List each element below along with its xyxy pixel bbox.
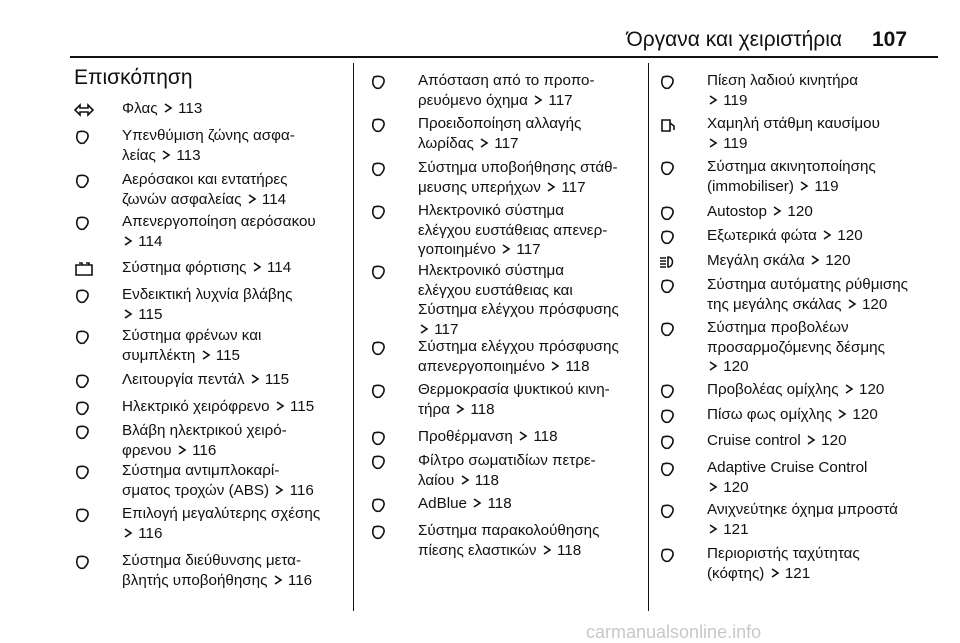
entry-line: ελέγχου ευστάθειας απενερ- [418, 221, 608, 239]
index-entry [74, 551, 349, 590]
entry-line: Ηλεκτρικό χειρόφρενο [122, 398, 270, 415]
autostop-icon [659, 205, 691, 221]
distance-warning-icon [370, 74, 402, 90]
tyre-pressure-icon [370, 524, 402, 540]
index-entry [370, 71, 645, 110]
entry-text [122, 99, 349, 119]
entry-line: ρευόμενο όχημα [418, 91, 528, 109]
entry-text [418, 201, 645, 260]
entry-line: (κόφτης) [707, 564, 765, 582]
index-entry [370, 494, 645, 514]
engine-check-icon [74, 288, 106, 304]
index-entry [370, 158, 645, 197]
index-entry [659, 431, 949, 451]
page-reference[interactable]: 120 [861, 295, 888, 313]
entry-line: Ανιχνεύτηκε όχημα μπροστά [707, 501, 898, 518]
entry-text [418, 71, 645, 110]
page-reference[interactable]: 117 [561, 178, 586, 196]
entry-line: AdBlue [418, 495, 467, 512]
page-reference-arrow-icon [844, 384, 854, 394]
page-reference[interactable]: 114 [261, 190, 287, 208]
page-reference[interactable]: 116 [138, 524, 163, 542]
page-reference[interactable]: 120 [837, 227, 863, 244]
entry-line: πίεσης ελαστικών [418, 541, 537, 559]
index-entry [659, 380, 949, 400]
entry-text [707, 458, 949, 497]
particle-filter-icon [370, 454, 402, 470]
page-reference-arrow-icon [533, 95, 543, 105]
entry-text [122, 126, 349, 165]
entry-line: Σύστημα ελέγχου πρόσφυσης [418, 338, 619, 355]
entry-text [122, 504, 349, 543]
page-reference-arrow-icon [708, 482, 718, 492]
page-reference-arrow-icon [501, 244, 511, 254]
entry-line: Adaptive Cruise Control [707, 459, 868, 476]
entry-line: Ηλεκτρονικό σύστημα [418, 202, 565, 219]
page-reference-arrow-icon [810, 255, 820, 265]
entry-text [418, 380, 645, 419]
front-fog-icon [659, 383, 691, 399]
entry-line: Πίσω φως ομίχλης [707, 406, 832, 423]
index-entry [74, 170, 349, 209]
entry-text [418, 114, 645, 153]
entry-text [707, 226, 949, 246]
entry-line: Υπενθύμιση ζώνης ασφα- [122, 127, 295, 144]
index-entry [370, 114, 645, 153]
page-reference[interactable]: 114 [266, 259, 292, 276]
entry-line: Προθέρμανση [418, 428, 513, 445]
page-reference[interactable]: 116 [287, 571, 313, 589]
entry-text [418, 261, 645, 339]
entry-text [418, 521, 645, 560]
page-reference[interactable]: 119 [723, 134, 748, 152]
page-reference-arrow-icon [123, 236, 133, 246]
speed-limiter-icon [659, 547, 691, 563]
index-entry [370, 521, 645, 560]
entry-line: Μεγάλη σκάλα [707, 252, 805, 269]
page-reference-arrow-icon [455, 404, 465, 414]
index-entry [659, 114, 949, 153]
page-reference[interactable]: 119 [723, 91, 748, 109]
index-entry [74, 461, 349, 500]
page-reference-arrow-icon [472, 498, 482, 508]
index-entry [370, 337, 645, 376]
page-reference-arrow-icon [708, 361, 718, 371]
page-reference-arrow-icon [275, 401, 285, 411]
cruise-control-icon [659, 434, 691, 450]
upshift-icon [74, 507, 106, 523]
entry-line: γοποιημένο [418, 241, 496, 259]
low-fuel-icon [659, 117, 691, 133]
page-reference[interactable]: 120 [821, 432, 847, 449]
index-entry [659, 71, 949, 110]
entry-text [707, 405, 949, 425]
esc-icon [370, 264, 402, 280]
page-reference-arrow-icon [770, 568, 780, 578]
page-reference-arrow-icon [201, 350, 211, 360]
page-reference[interactable]: 115 [264, 371, 290, 388]
entry-line: Πίεση λαδιού κινητήρα [707, 72, 858, 89]
page-reference[interactable]: 120 [825, 252, 851, 269]
entry-line: Σύστημα παρακολούθησης [418, 522, 600, 539]
page-reference[interactable]: 120 [723, 358, 749, 376]
page-reference[interactable]: 118 [487, 495, 512, 512]
entry-line: σματος τροχών (ABS) [122, 481, 270, 499]
entry-text [122, 370, 349, 390]
page-reference[interactable]: 114 [138, 232, 163, 250]
lane-departure-icon [370, 117, 402, 133]
page-reference[interactable]: 118 [470, 400, 495, 418]
page-reference-arrow-icon [419, 324, 429, 334]
index-entry [370, 261, 645, 339]
index-entry [659, 226, 949, 246]
page-reference[interactable]: 113 [178, 100, 203, 117]
page-reference[interactable]: 120 [723, 478, 749, 496]
entry-line: Χαμηλή στάθμη καυσίμου [707, 115, 880, 132]
adblue-icon [370, 497, 402, 513]
page-reference-arrow-icon [822, 230, 832, 240]
entry-text [707, 318, 949, 377]
entry-line: Σύστημα φόρτισης [122, 259, 247, 276]
entry-line: Cruise control [707, 432, 801, 449]
section-title: Επισκόπηση [74, 66, 193, 89]
page-reference[interactable]: 116 [192, 441, 217, 459]
entry-line: φρενου [122, 441, 172, 459]
entry-text [418, 494, 645, 514]
entry-line: τήρα [418, 400, 450, 418]
entry-text [122, 326, 349, 365]
page-reference-arrow-icon [837, 409, 847, 419]
index-entry [370, 380, 645, 419]
abs-icon [74, 464, 106, 480]
entry-text [122, 258, 349, 278]
page-reference-arrow-icon [460, 475, 470, 485]
entry-text [122, 212, 349, 251]
index-entry [74, 370, 349, 390]
entry-text [707, 500, 949, 539]
immobiliser-icon [659, 160, 691, 176]
index-entry [74, 421, 349, 460]
page-reference-arrow-icon [161, 150, 171, 160]
entry-line: Απόσταση από το προπο- [418, 72, 595, 89]
entry-line: Περιοριστής ταχύτητας [707, 545, 860, 562]
entry-line: Σύστημα αντιμπλοκαρί- [122, 462, 280, 479]
entry-text [707, 71, 949, 110]
page-reference-arrow-icon [163, 103, 173, 113]
header-rule [70, 56, 938, 58]
entry-line: Προειδοποίηση αλλαγής [418, 115, 582, 132]
index-entry [74, 212, 349, 251]
traction-control-off-icon [370, 340, 402, 356]
entry-line: Σύστημα διεύθυνσης μετα- [122, 552, 302, 569]
page-reference[interactable]: 118 [556, 541, 582, 559]
page-reference[interactable]: 113 [176, 146, 201, 164]
entry-line: Σύστημα ελέγχου πρόσφυσης [418, 301, 619, 319]
page-reference-arrow-icon [708, 138, 718, 148]
entry-line: Φίλτρο σωματιδίων πετρε- [418, 452, 596, 469]
page-reference-arrow-icon [708, 95, 718, 105]
entry-text [707, 157, 949, 196]
index-entry [370, 451, 645, 490]
entry-line: Autostop [707, 203, 767, 220]
page-reference-arrow-icon [274, 485, 284, 495]
page-reference[interactable]: 120 [852, 406, 878, 423]
adaptive-headlight-icon [659, 321, 691, 337]
airbag-off-icon [74, 215, 106, 231]
preheating-icon [370, 430, 402, 446]
page-reference-arrow-icon [772, 206, 782, 216]
page-reference-arrow-icon [177, 445, 187, 455]
entry-line: απενεργοποιημένο [418, 357, 545, 375]
index-entry [74, 285, 349, 324]
entry-text [707, 431, 949, 451]
entry-text [418, 451, 645, 490]
column-divider-1 [353, 63, 354, 611]
entry-line: Σύστημα φρένων και [122, 327, 262, 344]
index-entry [659, 275, 949, 314]
page-reference[interactable]: 118 [533, 428, 558, 445]
entry-line: λωρίδας [418, 134, 474, 152]
page-reference[interactable]: 115 [215, 346, 240, 364]
entry-line: (immobiliser) [707, 177, 794, 195]
adaptive-cruise-icon [659, 461, 691, 477]
entry-line: Θερμοκρασία ψυκτικού κινη- [418, 381, 610, 398]
page-reference-arrow-icon [708, 524, 718, 534]
entry-text [707, 544, 949, 583]
entry-line: ζωνών ασφαλείας [122, 190, 242, 208]
turn-signal-icon [74, 102, 106, 118]
entry-text [122, 421, 349, 460]
index-entry [659, 202, 949, 222]
running-header-title: Όργανα και χειριστήρια [626, 28, 842, 51]
entry-text [707, 114, 949, 153]
page-reference-arrow-icon [847, 299, 857, 309]
page-reference[interactable]: 117 [494, 134, 519, 152]
esc-off-icon [370, 204, 402, 220]
entry-line: συμπλέκτη [122, 346, 196, 364]
page-reference[interactable]: 121 [723, 520, 749, 538]
page-reference[interactable]: 117 [516, 241, 541, 259]
page-reference-arrow-icon [542, 545, 552, 555]
page-reference[interactable]: 119 [814, 177, 839, 195]
index-entry [659, 500, 949, 539]
entry-line: Αερόσακοι και εντατήρες [122, 171, 288, 188]
entry-text [122, 285, 349, 324]
index-entry [74, 504, 349, 543]
entry-text [418, 158, 645, 197]
index-entry [659, 458, 949, 497]
entry-text [122, 170, 349, 209]
entry-line: Προβολέας ομίχλης [707, 381, 839, 398]
auto-high-beam-icon [659, 278, 691, 294]
page-reference-arrow-icon [550, 361, 560, 371]
entry-text [122, 461, 349, 500]
page-reference-arrow-icon [479, 138, 489, 148]
entry-line: Ηλεκτρονικό σύστημα [418, 262, 565, 279]
page-reference[interactable]: 116 [289, 481, 314, 499]
entry-text [122, 397, 349, 417]
battery-icon [74, 261, 106, 277]
entry-line: Λειτουργία πεντάλ [122, 371, 245, 388]
seatbelt-reminder-icon [74, 129, 106, 145]
exterior-lights-icon [659, 229, 691, 245]
index-entry [74, 99, 349, 119]
index-entry [74, 258, 349, 278]
airbag-icon [74, 173, 106, 189]
watermark-text: carmanualsonline.info [586, 622, 762, 642]
parking-brake-fault-icon [74, 424, 106, 440]
coolant-temperature-icon [370, 383, 402, 399]
page-reference-arrow-icon [250, 374, 260, 384]
entry-text [707, 380, 949, 400]
entry-text [707, 251, 949, 271]
entry-text [707, 275, 949, 314]
page-reference[interactable]: 121 [784, 564, 811, 582]
page-reference-arrow-icon [799, 181, 809, 191]
page-reference-arrow-icon [546, 182, 556, 192]
page-reference[interactable]: 117 [434, 320, 459, 338]
index-entry [659, 544, 949, 583]
page-reference[interactable]: 115 [138, 305, 163, 323]
index-entry [370, 201, 645, 260]
entry-line: Σύστημα ακινητοποίησης [707, 158, 876, 175]
page-reference[interactable]: 118 [474, 471, 499, 489]
column-divider-2 [648, 63, 649, 611]
entry-line: βλητής υποβοήθησης [122, 571, 268, 589]
entry-text [418, 427, 645, 447]
page-reference[interactable]: 118 [565, 357, 590, 375]
page-reference[interactable]: 120 [859, 381, 885, 398]
page-reference-arrow-icon [252, 262, 262, 272]
page-reference[interactable]: 115 [289, 398, 315, 415]
entry-line: Απενεργοποίηση αερόσακου [122, 213, 316, 230]
index-entry [659, 318, 949, 377]
page-reference[interactable]: 120 [787, 203, 813, 220]
entry-line: λείας [122, 146, 156, 164]
entry-line: της μεγάλης σκάλας [707, 295, 842, 313]
page-reference-arrow-icon [806, 435, 816, 445]
page-reference-arrow-icon [123, 309, 133, 319]
electric-parking-brake-icon [74, 400, 106, 416]
brake-system-icon [74, 329, 106, 345]
entry-line: Επιλογή μεγαλύτερης σχέσης [122, 505, 321, 522]
index-entry [659, 157, 949, 196]
entry-text [418, 337, 645, 376]
hill-start-assist-icon [370, 161, 402, 177]
page-number: 107 [872, 28, 908, 51]
entry-text [707, 202, 949, 222]
entry-line: Εξωτερικά φώτα [707, 227, 817, 244]
entry-line: Σύστημα υποβοήθησης στάθ- [418, 159, 618, 176]
page-reference-arrow-icon [273, 575, 283, 585]
index-entry [659, 251, 949, 271]
oil-pressure-icon [659, 74, 691, 90]
clutch-pedal-icon [74, 373, 106, 389]
entry-line: προσαρμοζόμενης δέσμης [707, 338, 885, 356]
index-entry [74, 397, 349, 417]
entry-line: ελέγχου ευστάθειας και [418, 281, 573, 299]
entry-line: Βλάβη ηλεκτρικού χειρό- [122, 422, 287, 439]
entry-line: λαίου [418, 471, 455, 489]
rear-fog-icon [659, 408, 691, 424]
index-entry [74, 326, 349, 365]
entry-line: μευσης υπερήχων [418, 178, 541, 196]
entry-line: Φλας [122, 100, 158, 117]
index-entry [74, 126, 349, 165]
page-reference-arrow-icon [123, 528, 133, 538]
index-entry [659, 405, 949, 425]
high-beam-icon [659, 254, 691, 270]
entry-line: Ενδεικτική λυχνία βλάβης [122, 286, 293, 303]
page-reference[interactable]: 117 [548, 91, 573, 109]
page-reference-arrow-icon [247, 194, 257, 204]
entry-text [122, 551, 349, 590]
power-steering-icon [74, 554, 106, 570]
entry-line: Σύστημα αυτόματης ρύθμισης [707, 276, 908, 293]
vehicle-ahead-icon [659, 503, 691, 519]
index-entry [370, 427, 645, 447]
entry-line: Σύστημα προβολέων [707, 319, 849, 336]
page-reference-arrow-icon [518, 431, 528, 441]
